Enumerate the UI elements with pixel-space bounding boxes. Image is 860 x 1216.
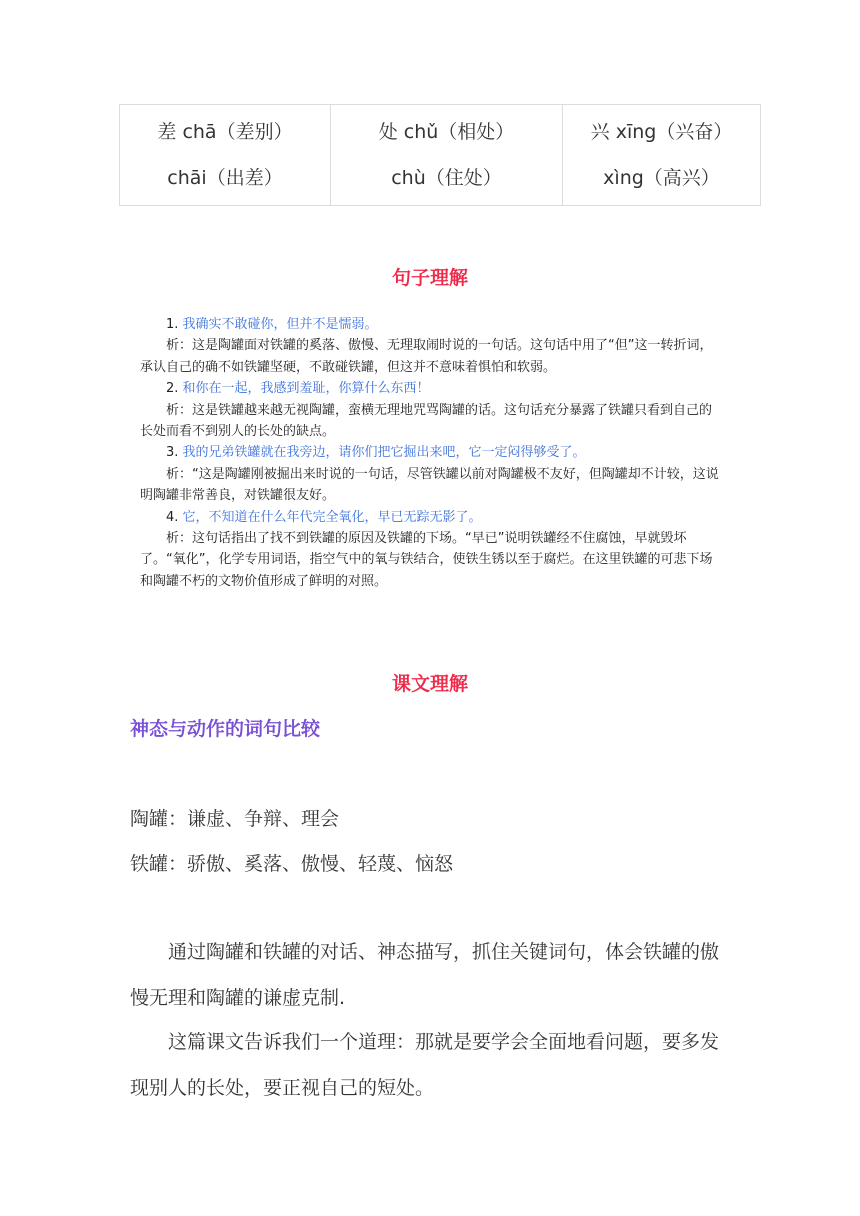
analysis-text: 析：这是铁罐越来越无视陶罐，蛮横无理地咒骂陶罐的话。这句话充分暴露了铁罐只看到自己的长处而看不到别人的长处的缺点。 xyxy=(140,402,713,440)
analysis-text: 析：“这是陶罐刚被掘出来时说的一句话，尽管铁罐以前对陶罐极不友好，但陶罐却不计较，这说明陶罐非常善良，对铁罐很友好。 xyxy=(140,466,719,504)
analysis-text: 析：这是陶罐面对铁罐的奚落、傲慢、无理取闹时说的一句话。这句话中用了“但”这一转折词，承认自己的确不如铁罐坚硬，不敢碰铁罐，但这并不意味着惧怕和软弱。 xyxy=(140,338,713,375)
sentence-item xyxy=(140,507,720,528)
sentence-item xyxy=(140,442,720,463)
item-number: 1. xyxy=(166,317,179,332)
pinyin-entry: chù（住处） xyxy=(391,167,502,189)
table-cell xyxy=(120,105,331,206)
table-cell xyxy=(331,105,563,206)
summary-paragraph: 通过陶罐和铁罐的对话、神态描写，抓住关键词句，体会铁罐的傲慢无理和陶罐的谦虚克制. xyxy=(130,941,720,1009)
tieguan-words: 铁罐：骄傲、奚落、傲慢、轻蔑、恼怒 xyxy=(130,853,454,875)
section-heading-sentences: 句子理解 xyxy=(391,267,468,289)
table-cell xyxy=(563,105,761,206)
pinyin-entry: 差 chā（差别） xyxy=(157,121,293,143)
section-heading-text: 课文理解 xyxy=(391,673,468,695)
item-number: 3. xyxy=(166,445,179,461)
table-row xyxy=(120,105,761,206)
pinyin-entry: 处 chǔ（相处） xyxy=(378,121,515,143)
sentence-item xyxy=(140,378,720,399)
item-number: 2. xyxy=(166,381,179,397)
quoted-sentence: 我确实不敢碰你，但并不是懦弱。 xyxy=(182,317,378,332)
sentence-item xyxy=(140,314,720,335)
pinyin-entry: chāi（出差） xyxy=(167,167,283,189)
pinyin-table xyxy=(119,104,761,206)
analysis-text: 析：这句话指出了找不到铁罐的原因及铁罐的下场。“早已”说明铁罐经不住腐蚀，早就毁坏了。“氧化”，化学专用词语，指空气中的氧与铁结合，使铁生锈以至于腐烂。在这里铁罐的可悲下场和陶罐不朽的文物价值形成了鲜明的对照。 xyxy=(140,531,713,589)
quoted-sentence: 和你在一起，我感到羞耻，你算什么东西！ xyxy=(182,381,430,397)
quoted-sentence: 我的兄弟铁罐就在我旁边，请你们把它掘出来吧，它一定闷得够受了。 xyxy=(182,445,586,461)
item-number: 4. xyxy=(166,509,179,525)
pinyin-entry: 兴 xīng（兴奋） xyxy=(590,121,733,143)
sentence-explanations xyxy=(140,314,720,592)
taoguan-words: 陶罐：谦虚、争辩、理会 xyxy=(130,808,340,830)
pinyin-entry: xìng（高兴） xyxy=(603,167,720,189)
moral-paragraph: 这篇课文告诉我们一个道理：那就是要学会全面地看问题，要多发现别人的长处，要正视自己的短处。 xyxy=(130,1031,720,1099)
sub-heading: 神态与动作的词句比较 xyxy=(130,718,321,740)
quoted-sentence: 它，不知道在什么年代完全氧化，早已无踪无影了。 xyxy=(182,509,482,525)
